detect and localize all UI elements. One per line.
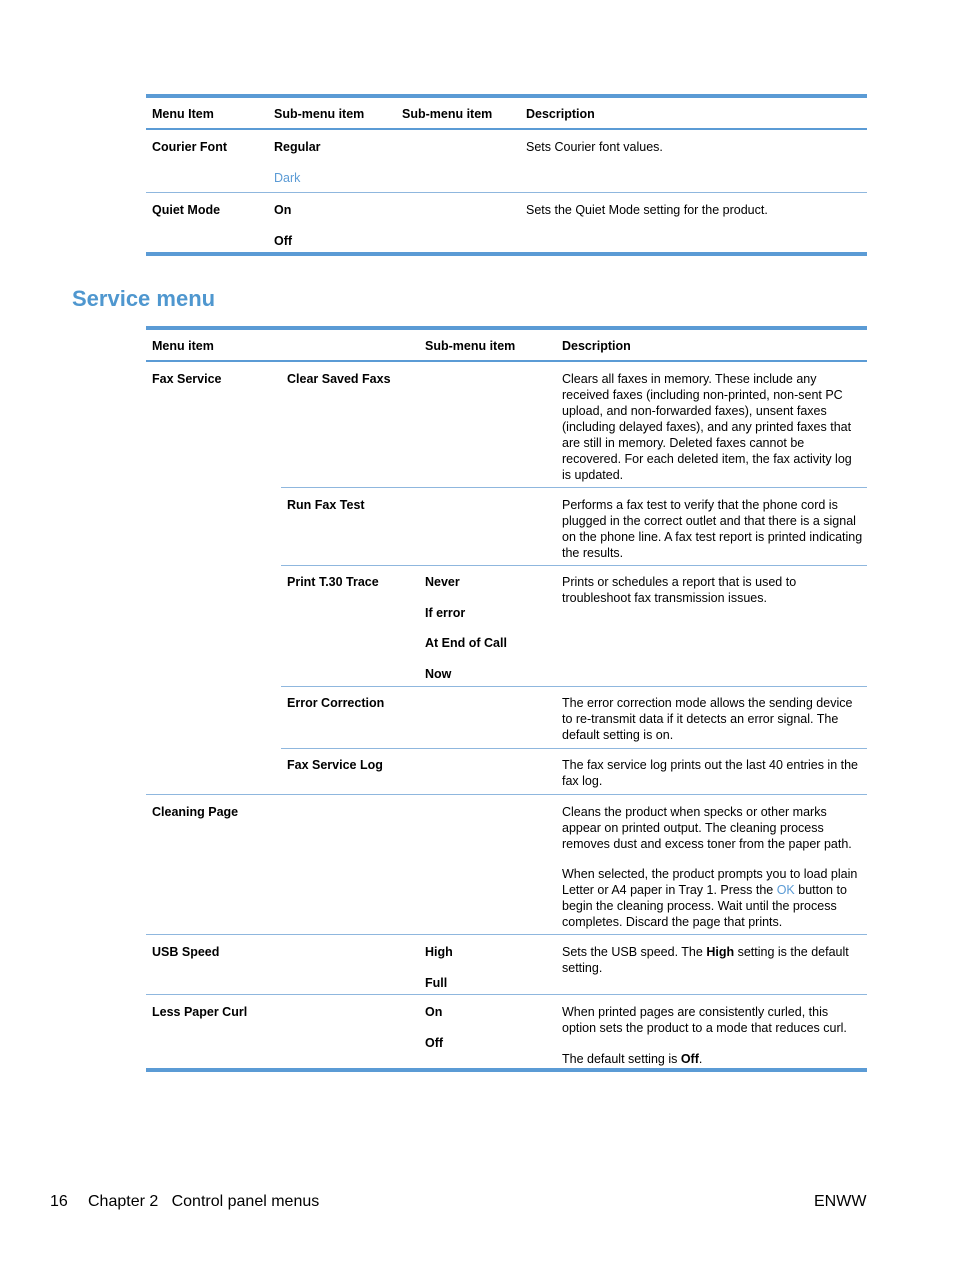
header-sub-menu-item-2: Sub-menu item	[402, 107, 493, 121]
submenu-options	[274, 202, 292, 249]
table-row	[146, 935, 867, 994]
cleaning-desc-2	[562, 866, 864, 930]
subrow-divider	[281, 487, 867, 488]
option-full: Full	[425, 976, 448, 990]
subrow-divider	[281, 748, 867, 749]
table-bottom-rule	[146, 1068, 867, 1072]
option-off: Off	[425, 1036, 444, 1050]
header-menu-item: Menu item	[152, 339, 214, 353]
section-title: Service menu	[72, 286, 216, 311]
row-description: Sets Courier font values.	[526, 140, 663, 154]
desc-text: button to begin the cleaning process. Wait until the process completes. Discard the page that prints.	[562, 883, 847, 929]
subitem-description: Prints or schedules a report that is used to troubleshoot fax transmission issues.	[562, 575, 797, 605]
option-at-end-of-call: At End of Call	[425, 636, 507, 650]
usb-options	[425, 944, 453, 991]
subitem-run-fax-test: Run Fax Test	[287, 498, 365, 512]
page-number: 16	[50, 1193, 68, 1210]
desc-bold: High	[706, 945, 735, 959]
option-high: High	[425, 945, 453, 959]
curl-options	[425, 1004, 443, 1051]
curl-desc-2	[562, 1051, 864, 1067]
settings-table-continued	[146, 94, 867, 256]
table-row	[146, 795, 867, 934]
fax-service-group	[146, 362, 867, 794]
option-dark: Dark	[274, 171, 301, 185]
desc-text: .	[698, 1052, 703, 1066]
desc-text: The default setting is	[562, 1052, 681, 1066]
row-description	[562, 804, 864, 930]
menu-item-label: Quiet Mode	[152, 203, 221, 217]
menu-item-label: USB Speed	[152, 945, 220, 959]
menu-item-label: Fax Service	[152, 372, 222, 386]
option-never: Never	[425, 575, 460, 589]
option-on: On	[425, 1005, 443, 1019]
header-description: Description	[562, 339, 631, 353]
table-row	[146, 193, 867, 252]
subitem-description: Performs a fax test to verify that the phone cord is plugged in the correct outlet and that there is a signal on the phone line. A fax test report is printed indicating the results.	[562, 498, 863, 560]
row-description	[562, 944, 864, 976]
option-if-error: If error	[425, 606, 466, 620]
table-header	[146, 98, 867, 128]
desc-text: Sets the USB speed. The	[562, 945, 707, 959]
cleaning-desc-1: Cleans the product when specks or other marks appear on printed output. The cleaning process removes dust and excess toner from the paper path.	[562, 805, 852, 851]
submenu-options	[274, 139, 321, 186]
subitem-description: The error correction mode allows the sending device to re-transmit data if it detects an error signal. The default setting is on.	[562, 696, 853, 742]
row-description: Sets the Quiet Mode setting for the product.	[526, 203, 768, 217]
desc-text: When selected, the product prompts you to load plain Letter or A4 paper in Tray 1. Press the	[562, 867, 858, 897]
subrow-divider	[281, 565, 867, 566]
chapter-title: Chapter 2 Control panel menus	[88, 1193, 320, 1210]
subitem-clear-saved-faxs: Clear Saved Faxs	[287, 372, 391, 386]
curl-desc-1: When printed pages are consistently curled, this option sets the product to a mode that reduces curl.	[562, 1005, 847, 1035]
option-off: Off	[274, 234, 293, 248]
desc-bold: Off	[680, 1052, 699, 1066]
table-header	[146, 330, 867, 360]
menu-item-label: Less Paper Curl	[152, 1005, 248, 1019]
menu-item-label: Cleaning Page	[152, 805, 239, 819]
table-row	[146, 130, 867, 192]
table-bottom-rule	[146, 252, 867, 256]
subrow-divider	[281, 686, 867, 687]
subitem-fax-service-log: Fax Service Log	[287, 758, 383, 772]
row-description	[562, 1004, 864, 1067]
header-sub-menu-item: Sub-menu item	[274, 107, 365, 121]
footer-right-label: ENWW	[814, 1193, 867, 1210]
subitem-error-correction: Error Correction	[287, 696, 385, 710]
option-regular: Regular	[274, 140, 321, 154]
subitem-description: Clears all faxes in memory. These include any received faxes (including non-printed, non-sent PC upload, and non-forwarded faxes), unsent faxes (including delayed faxes), and any printed faxes that are still in memory. Deleted faxes cannot be recovered. For each deleted item, the fax activity log is updated.	[562, 372, 852, 482]
desc-text: setting is the default setting.	[562, 945, 849, 975]
header-sub-menu-item: Sub-menu item	[425, 339, 516, 353]
ok-button-reference: OK	[776, 883, 795, 897]
menu-item-label: Courier Font	[152, 140, 227, 154]
table-row	[146, 995, 867, 1068]
option-on: On	[274, 203, 292, 217]
option-now: Now	[425, 667, 452, 681]
header-description: Description	[526, 107, 595, 121]
subitem-print-t30-trace: Print T.30 Trace	[287, 575, 379, 589]
subitem-description: The fax service log prints out the last 40 entries in the fax log.	[562, 758, 858, 788]
service-menu-table	[146, 326, 867, 1072]
header-menu-item: Menu Item	[152, 107, 214, 121]
t30-options	[425, 574, 507, 682]
